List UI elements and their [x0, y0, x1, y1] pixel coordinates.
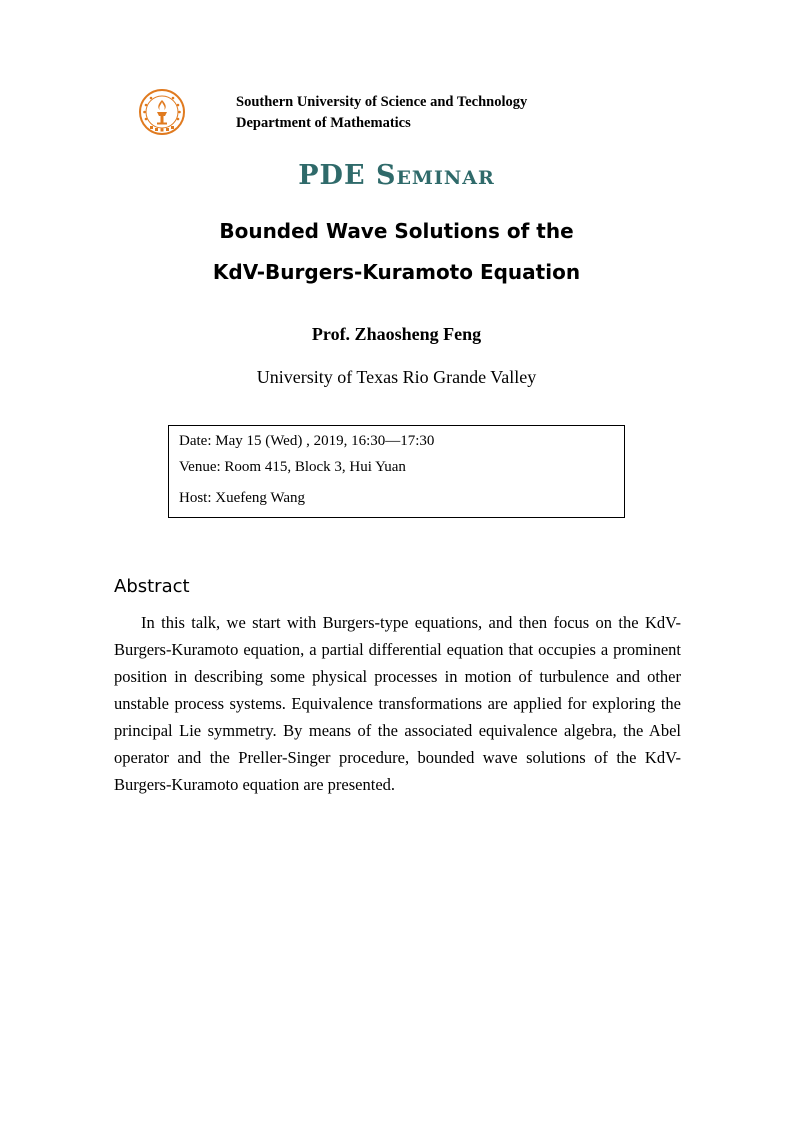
seminar-label: PDE Seminar	[298, 160, 495, 191]
speaker-affiliation: University of Texas Rio Grande Valley	[256, 367, 537, 387]
institution-header	[236, 92, 527, 134]
talk-title	[0, 211, 793, 293]
event-venue: Venue: Room 415, Block 3, Hui Yuan	[179, 459, 406, 475]
abstract-body: In this talk, we start with Burgers-type equations, and then focus on the KdV-Burgers-Kuramoto equation, a partial differential equation that occupies a prominent position in describing some physical processes in motion of turbulence and other unstable process systems. Equivalence transformations are applied for exploring the principal Lie symmetry. By means of the associated equivalence algebra, the Abel operator and the Preller-Singer procedure, bounded wave solutions of the KdV-Burgers-Kuramoto equation are presented.	[114, 613, 681, 794]
talk-title-line-2: KdV-Burgers-Kuramoto Equation	[212, 260, 581, 284]
university-name: Southern University of Science and Technology	[236, 94, 528, 110]
event-host: Host: Xuefeng Wang	[179, 490, 305, 506]
university-seal-icon	[138, 88, 186, 136]
talk-title-line-1: Bounded Wave Solutions of the	[219, 219, 574, 243]
event-date: Date: May 15 (Wed) , 2019, 16:30—17:30	[179, 433, 435, 449]
abstract-heading: Abstract	[114, 576, 190, 597]
department-name: Department of Mathematics	[236, 115, 411, 131]
event-info-box	[168, 425, 625, 518]
speaker-name: Prof. Zhaosheng Feng	[311, 324, 482, 344]
